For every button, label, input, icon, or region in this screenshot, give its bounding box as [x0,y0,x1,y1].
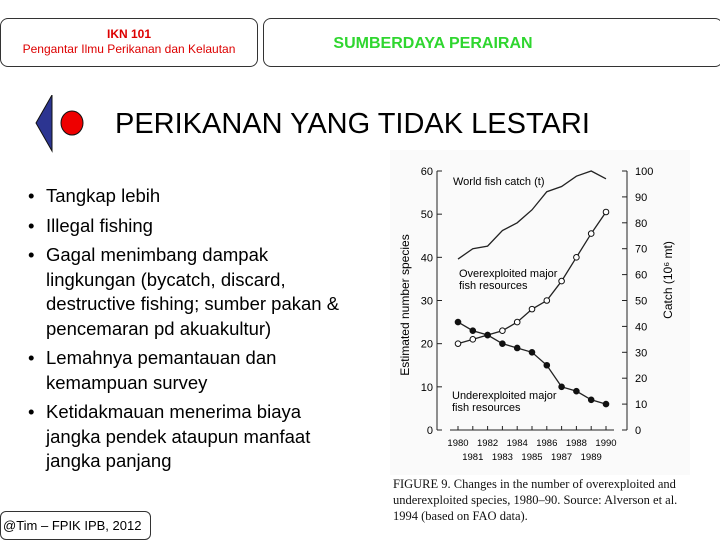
data-point [470,337,476,343]
data-point [588,397,594,403]
y-tick-label: 0 [426,425,433,437]
y2-tick-label: 0 [635,425,642,437]
y-tick-label: 30 [420,295,433,308]
x-tick-label: 1982 [477,438,499,449]
label-over: Overexploited major [459,268,558,280]
x-tick-label: 1986 [536,438,558,449]
data-point [500,341,506,347]
course-header-box [0,18,258,67]
y-tick-label: 40 [420,252,433,265]
footer-credit: @Tim – FPIK IPB, 2012 [0,511,151,540]
y-axis-label: Estimated number species [398,234,412,376]
x-tick-label: 1989 [580,452,602,463]
y2-axis-label: Catch (10⁶ mt) [661,241,675,319]
y-tick-label: 10 [420,381,433,394]
data-point [514,319,520,325]
bullet-item: • Gagal menimbang dampak lingkungan (bycatch, discard, destructive fishing; sumber pakan & pencemaran pd akuakultur) [26,243,356,341]
data-point [559,384,565,390]
y2-tick-label: 60 [635,269,648,282]
topic-header-box [263,18,720,67]
data-point [588,231,594,237]
y2-tick-label: 40 [635,321,648,334]
y-tick-label: 20 [420,338,433,351]
label-under: Underexploited major [452,390,557,402]
x-tick-label: 1983 [491,452,513,463]
data-point [603,209,609,215]
data-point [529,350,535,356]
data-point [470,328,476,334]
y2-tick-label: 50 [635,295,648,308]
data-point [455,319,461,325]
x-tick-label: 1984 [506,438,528,449]
figure-caption: FIGURE 9. Changes in the number of overexploited and underexploited species, 1980–90. Source: Alverson et al. 1994 (based on FAO data). [393,477,678,523]
data-point [559,278,565,284]
y2-tick-label: 20 [635,373,648,386]
x-tick-label: 1985 [521,452,543,463]
data-point [514,345,520,351]
data-point [544,362,550,368]
bullet-item: • Ketidakmauan menerima biaya jangka pendek ataupun manfaat jangka panjang [26,400,356,474]
y-tick-label: 60 [420,166,433,178]
topic-title: SUMBERDAYA PERAIRAN [333,35,533,52]
y-tick-label: 50 [420,209,433,222]
slide-title: PERIKANAN YANG TIDAK LESTARI [115,108,590,140]
bullet-item: • Illegal fishing [26,214,356,239]
y2-tick-label: 100 [635,166,654,178]
label-under: fish resources [452,402,521,414]
x-tick-label: 1980 [447,438,469,449]
data-point [544,298,550,304]
bullet-list [26,184,356,479]
bullet-item: • Tangkap lebih [26,184,356,209]
x-tick-label: 1987 [551,452,573,463]
data-point [500,328,506,334]
data-point [574,255,580,261]
label-catch: World fish catch (t) [453,176,545,188]
y2-tick-label: 10 [635,399,648,412]
data-point [455,341,461,347]
bullet-item: • Lemahnya pemantauan dan kemampuan survey [26,346,356,395]
data-point [529,306,535,312]
y2-tick-label: 90 [635,191,648,204]
data-point [485,332,491,338]
label-over: fish resources [459,280,528,292]
x-tick-label: 1981 [462,452,484,463]
x-tick-label: 1990 [595,438,617,449]
x-tick-label: 1988 [565,438,587,449]
course-code: IKN 101 [106,27,152,41]
course-name: Pengantar Ilmu Perikanan dan Kelautan [22,42,236,56]
y2-tick-label: 70 [635,243,648,256]
y2-tick-label: 30 [635,347,648,360]
y2-tick-label: 80 [635,217,648,230]
fish-catch-chart [390,150,690,475]
data-point [603,401,609,407]
slide-logo-icon [34,95,89,153]
data-point [574,388,580,394]
